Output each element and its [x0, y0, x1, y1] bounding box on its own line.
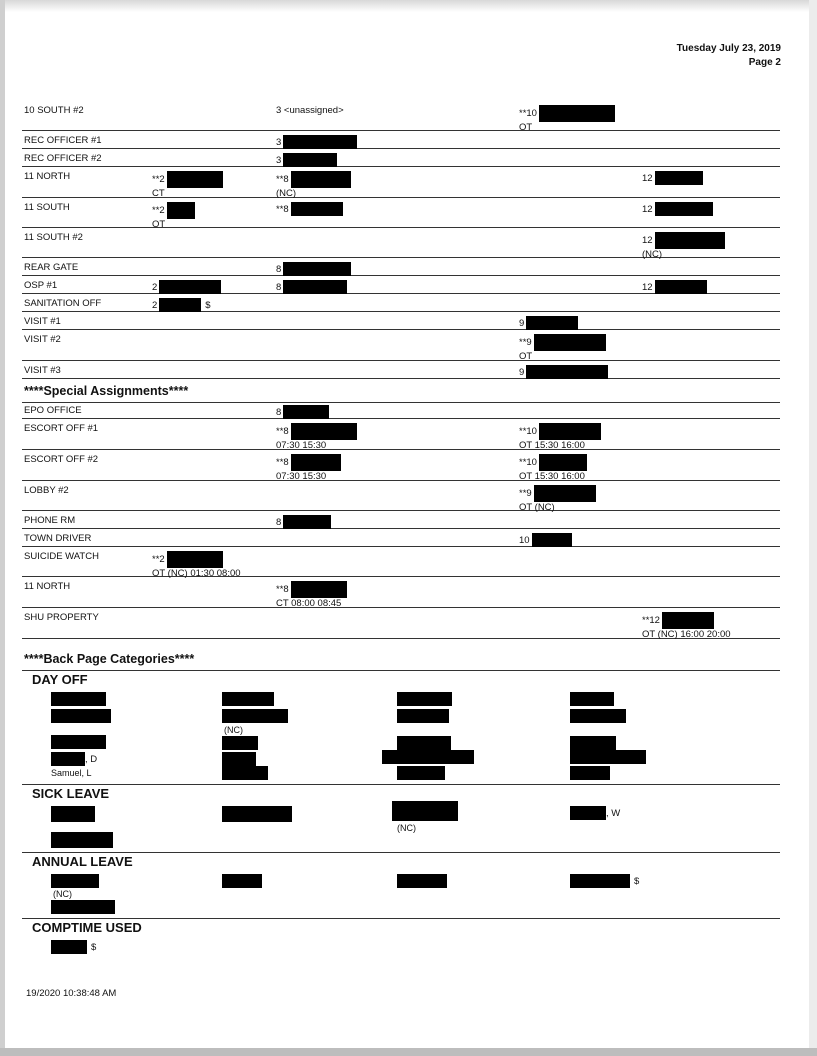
post-name: 11 SOUTH: [24, 202, 70, 213]
shift-code: 12: [642, 172, 653, 184]
scan-edge-bottom: [0, 1048, 817, 1056]
post-name: VISIT #2: [24, 334, 61, 345]
shift-assignment: [276, 581, 347, 609]
redacted-name: [291, 171, 351, 188]
redacted-name: [283, 262, 351, 276]
redacted-name: [570, 806, 606, 820]
roster-row: [22, 512, 780, 529]
redacted-name: [51, 709, 111, 723]
redacted-name: [662, 612, 714, 629]
print-timestamp: 19/2020 10:38:48 AM: [26, 988, 117, 999]
redacted-name: [51, 735, 106, 749]
employee-name: Samuel, L: [51, 768, 92, 778]
redacted-name: [51, 832, 113, 848]
shift-assignment: [276, 515, 331, 529]
roster-row: [22, 548, 780, 577]
shift-assignment: [152, 551, 241, 579]
redacted-name: [291, 423, 357, 440]
roster-row: [22, 362, 780, 379]
shift-note: OT: [152, 219, 166, 230]
post-name: 11 NORTH: [24, 581, 71, 592]
redacted-name: [167, 202, 195, 219]
special-assignments-heading: [22, 378, 780, 403]
shift-assignment: [276, 454, 341, 482]
post-name: PHONE RM: [24, 515, 76, 526]
shift-code: **2: [152, 174, 165, 185]
shift-assignment: [276, 405, 329, 419]
redacted-name: [167, 171, 223, 188]
redacted-name: [534, 334, 606, 351]
post-name: 11 NORTH: [24, 171, 71, 182]
back-page-title: ****Back Page Categories****: [24, 652, 195, 666]
name-suffix: , W: [606, 807, 621, 819]
shift-assignment: [276, 171, 351, 199]
shift-note: OT (NC) 01:30 08:00: [152, 568, 241, 579]
shift-code: **8: [276, 426, 289, 437]
shift-assignment: [519, 485, 596, 513]
roster-row: [22, 229, 780, 258]
shift-code: **12: [642, 615, 660, 626]
shift-assignment: [519, 334, 606, 362]
shift-note: (NC): [276, 188, 297, 199]
post-name: TOWN DRIVER: [24, 533, 92, 544]
shift-code: **8: [276, 584, 289, 595]
redacted-name: [539, 423, 601, 440]
post-name: SANITATION OFF: [24, 298, 102, 309]
redacted-name: [655, 280, 707, 294]
annual-leave-title: ANNUAL LEAVE: [32, 854, 133, 869]
shift-assignment: [519, 533, 572, 547]
back-page-heading: [22, 640, 780, 671]
redacted-name: [291, 202, 343, 216]
roster-row: [22, 313, 780, 330]
shift-code: 9: [519, 366, 525, 378]
shift-assignment: [276, 262, 351, 276]
roster-row: [22, 132, 780, 149]
shift-assignment: [519, 454, 587, 482]
redacted-name: [397, 766, 445, 780]
redacted-name: [291, 581, 347, 598]
post-name: EPO OFFICE: [24, 405, 82, 416]
redacted-name: [397, 736, 451, 750]
comptime-title: COMPTIME USED: [32, 920, 142, 935]
redacted-name: [397, 874, 447, 888]
roster-row: [22, 277, 780, 294]
post-name: 11 SOUTH #2: [24, 232, 83, 243]
post-name: VISIT #1: [24, 316, 61, 327]
shift-code: 12: [642, 203, 653, 215]
shift-code: **8: [276, 457, 289, 468]
shift-assignment: [519, 423, 601, 451]
shift-assignment: [276, 153, 337, 167]
redacted-name: [655, 171, 703, 185]
shift-assignment: [276, 423, 357, 451]
shift-assignment: [276, 202, 343, 216]
redacted-name: [570, 709, 626, 723]
shift-code: 3 <unassigned>: [276, 105, 344, 116]
redacted-name: [570, 766, 610, 780]
redacted-name: [539, 105, 615, 122]
redacted-name: [397, 709, 449, 723]
shift-code: 12: [642, 235, 653, 246]
shift-code: **2: [152, 205, 165, 216]
post-name: ESCORT OFF #1: [24, 423, 99, 434]
post-name: REC OFFICER #1: [24, 135, 102, 146]
shift-code: 9: [519, 317, 525, 329]
shift-code: **10: [519, 426, 537, 437]
redacted-name: [51, 940, 87, 954]
scan-edge-top: [0, 0, 817, 12]
roster-row: [22, 402, 780, 419]
roster-row: [22, 150, 780, 167]
roster-row: [22, 530, 780, 547]
redacted-name: [382, 750, 474, 764]
redacted-name: [159, 280, 221, 294]
post-name: ESCORT OFF #2: [24, 454, 99, 465]
redacted-name: [397, 692, 452, 706]
shift-assignment: [642, 232, 725, 260]
redacted-name: [222, 766, 268, 780]
shift-assignment: [642, 612, 731, 640]
redacted-name: [532, 533, 572, 547]
redacted-name: [159, 298, 201, 312]
redacted-name: [51, 900, 115, 914]
shift-code: 8: [276, 406, 282, 418]
post-name: SUICIDE WATCH: [24, 551, 99, 562]
shift-assignment: [642, 171, 703, 185]
shift-note: OT (NC) 16:00 20:00: [642, 629, 731, 640]
comptime-section: [22, 920, 780, 964]
shift-assignment: [642, 202, 713, 216]
shift-code: **9: [519, 488, 532, 499]
roster-row: [22, 102, 780, 131]
shift-code: 2: [152, 299, 158, 311]
shift-code: 8: [276, 281, 282, 293]
annual-leave-section: [22, 854, 780, 919]
roster-row: [22, 451, 780, 481]
report-date: Tuesday July 23, 2019: [676, 43, 781, 54]
shift-assignment: [519, 316, 578, 330]
shift-assignment: [152, 298, 211, 312]
page-number: Page 2: [748, 57, 781, 68]
shift-code: 12: [642, 281, 653, 293]
redacted-name: [526, 365, 608, 379]
shift-assignment: [642, 280, 707, 294]
shift-assignment: [152, 171, 223, 199]
special-assignments-title: ****Special Assignments****: [24, 384, 189, 398]
shift-assignment: [152, 280, 221, 294]
dollar-flag: $: [91, 941, 97, 953]
roster-row: [22, 420, 780, 450]
redacted-name: [222, 692, 274, 706]
roster-row: [22, 259, 780, 276]
redacted-name: [283, 515, 331, 529]
redacted-name: [167, 551, 223, 568]
shift-note: OT (NC): [519, 502, 555, 513]
redacted-name: [655, 202, 713, 216]
shift-assignment: [519, 105, 615, 133]
shift-note: OT: [519, 122, 533, 133]
shift-code: 3: [276, 154, 282, 166]
redacted-name: [534, 485, 596, 502]
sick-leave-title: SICK LEAVE: [32, 786, 110, 801]
post-name: OSP #1: [24, 280, 58, 291]
name-suffix: , D: [85, 753, 98, 765]
post-name: 10 SOUTH #2: [24, 105, 84, 116]
dollar-flag: $: [205, 299, 211, 311]
post-name: REC OFFICER #2: [24, 153, 102, 164]
shift-code: 8: [276, 263, 282, 275]
redacted-name: [222, 709, 288, 723]
redacted-name: [51, 692, 106, 706]
shift-note: CT 08:00 08:45: [276, 598, 342, 609]
redacted-name: [539, 454, 587, 471]
redacted-name: [283, 153, 337, 167]
shift-code: **9: [519, 337, 532, 348]
dollar-flag: $: [634, 875, 640, 887]
shift-note: OT 15:30 16:00: [519, 471, 585, 482]
shift-note: (NC): [642, 249, 663, 260]
nc-flag: (NC): [397, 823, 416, 833]
redacted-name: [392, 801, 458, 821]
redacted-name: [51, 874, 99, 888]
redacted-name: [655, 232, 725, 249]
roster-row: [22, 295, 780, 312]
scan-edge-right: [809, 0, 817, 1056]
scan-edge-left: [0, 0, 5, 1056]
roster-row: [22, 578, 780, 608]
redacted-name: [570, 692, 614, 706]
redacted-name: [222, 736, 258, 750]
redacted-name: [526, 316, 578, 330]
nc-flag: (NC): [224, 725, 243, 735]
shift-assignment: [276, 280, 347, 294]
shift-assignment: [519, 365, 608, 379]
shift-code: **8: [276, 174, 289, 185]
shift-note: CT: [152, 188, 165, 199]
post-name: SHU PROPERTY: [24, 612, 99, 623]
day-off-section: [22, 672, 780, 785]
sick-leave-section: [22, 786, 780, 853]
shift-code: **10: [519, 457, 537, 468]
redacted-name: [283, 405, 329, 419]
post-name: REAR GATE: [24, 262, 79, 273]
shift-code: 10: [519, 534, 530, 546]
shift-code: 3: [276, 136, 282, 148]
roster-row: [22, 331, 780, 361]
roster-row: [22, 609, 780, 639]
post-name: LOBBY #2: [24, 485, 69, 496]
redacted-name: [222, 752, 256, 766]
shift-code: 2: [152, 281, 158, 293]
redacted-name: [51, 806, 95, 822]
redacted-name: [570, 750, 646, 764]
shift-note: 07:30 15:30: [276, 471, 327, 482]
post-name: VISIT #3: [24, 365, 61, 376]
shift-assignment: [276, 105, 344, 116]
redacted-name: [222, 806, 292, 822]
redacted-name: [570, 736, 616, 750]
shift-assignment: [276, 135, 357, 149]
redacted-name: [283, 135, 357, 149]
nc-flag: (NC): [53, 889, 72, 899]
shift-code: 8: [276, 516, 282, 528]
redacted-name: [222, 874, 262, 888]
shift-assignment: [152, 202, 195, 230]
shift-note: OT 15:30 16:00: [519, 440, 585, 451]
shift-code: **10: [519, 108, 537, 119]
roster-row: [22, 199, 780, 228]
shift-note: 07:30 15:30: [276, 440, 327, 451]
day-off-title: DAY OFF: [32, 672, 88, 687]
redacted-name: [570, 874, 630, 888]
shift-code: **8: [276, 203, 289, 215]
roster-row: [22, 168, 780, 198]
shift-code: **2: [152, 554, 165, 565]
redacted-name: [291, 454, 341, 471]
roster-row: [22, 482, 780, 511]
shift-note: OT: [519, 351, 533, 362]
redacted-name: [283, 280, 347, 294]
redacted-name: [51, 752, 85, 766]
